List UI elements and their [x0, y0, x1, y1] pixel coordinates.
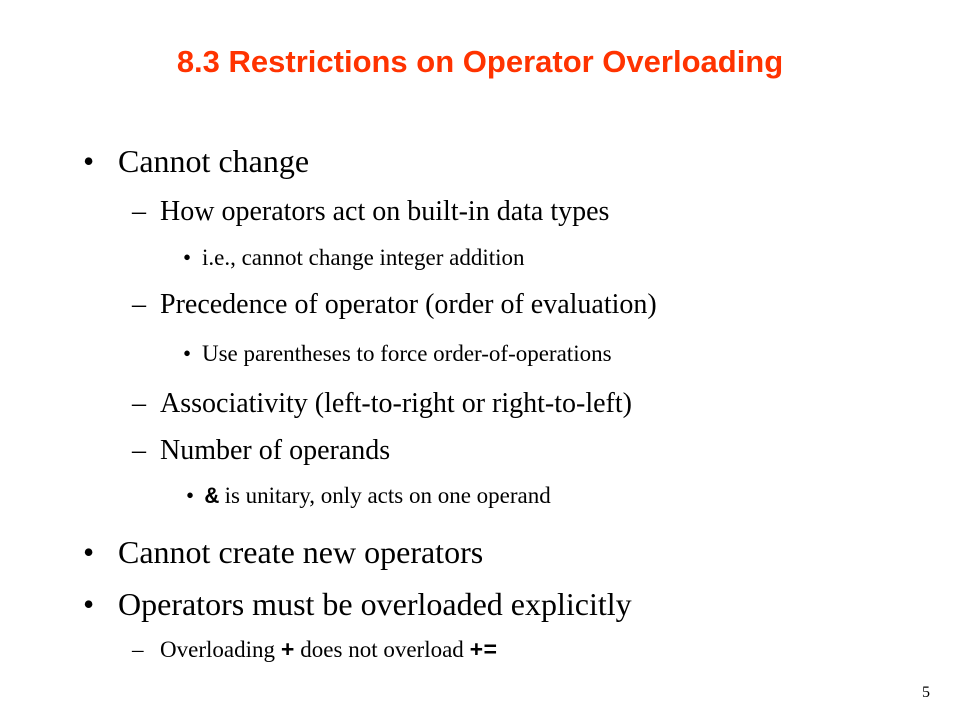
dash-icon: –: [132, 289, 146, 320]
dash-icon: –: [132, 435, 146, 466]
bullet-text: Operators must be overloaded explicitly: [118, 586, 632, 622]
code-ampersand: &: [205, 484, 219, 510]
sub-sub-bullet-text: [205, 484, 551, 509]
overloading-label: Overloading: [160, 637, 281, 662]
code-plus-equals: +=: [469, 638, 498, 664]
sub-bullet-text: Associativity (left-to-right or right-to-left): [160, 388, 632, 419]
sub-bullet-text: Precedence of operator (order of evaluation): [160, 289, 657, 320]
sub-bullet-text: Number of operands: [160, 435, 391, 466]
sub-sub-bullet-text: i.e., cannot change integer addition: [202, 245, 525, 270]
bullet-text: Cannot create new operators: [118, 534, 484, 570]
code-plus: +: [280, 638, 295, 664]
bullet-icon: •: [83, 534, 95, 570]
code-description: is unitary, only acts on one operand: [218, 483, 551, 508]
page-number: 5: [922, 684, 930, 701]
sub-bullet-text: How operators act on built-in data types: [160, 196, 610, 227]
overload-description: does not overload: [294, 637, 470, 662]
bullet-icon: •: [183, 341, 192, 366]
dash-icon: –: [132, 196, 146, 227]
dash-icon: –: [132, 388, 146, 419]
bullet-text: Cannot change: [118, 143, 310, 179]
bullet-icon: •: [186, 483, 195, 508]
slide-title: 8.3 Restrictions on Operator Overloading: [176, 44, 784, 79]
bullet-icon: •: [183, 245, 192, 270]
dash-icon: –: [132, 637, 144, 662]
sub-sub-bullet-text: Use parentheses to force order-of-operations: [202, 341, 612, 366]
bullet-icon: •: [83, 586, 95, 622]
sub-bullet-text: [160, 638, 497, 663]
bullet-icon: •: [83, 143, 95, 179]
